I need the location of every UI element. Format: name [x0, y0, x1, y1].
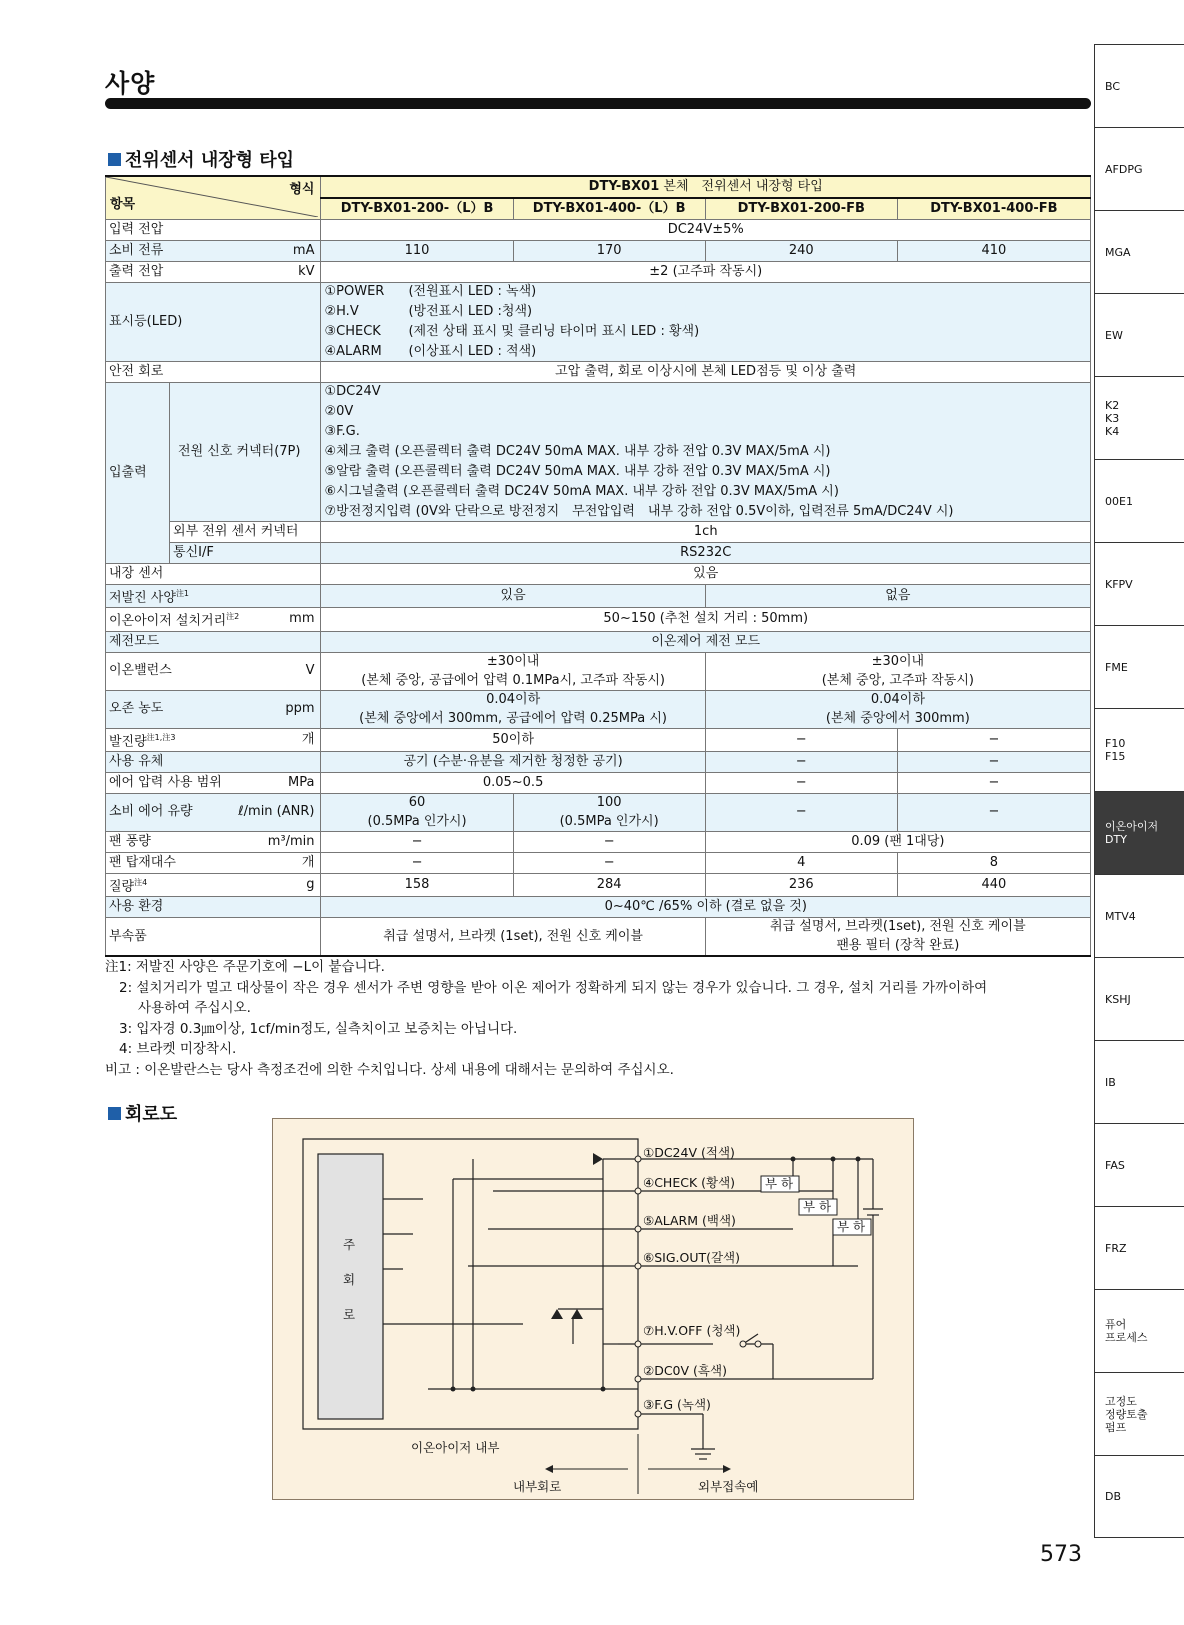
side-tab[interactable]: [1094, 1372, 1184, 1455]
table-row: 입출력 전원 신호 커넥터(7P) ①DC24V ②0V ③F.G. ④체크 출력 (오픈콜렉터 출력 DC24V 50mA MAX. 내부 강하 전압 0.3V MAX/5mA 시) ⑤알람 출력 (오픈콜렉터 출력 DC24V 50mA MAX. 내부 강하 전압 0.3V MAX/5mA 시) ⑥시그널출력 (오픈콜렉터 출력 DC24V 50mA MAX. 내부 강하 전압 0.3V MAX/5mA 시) ⑦방전정지입력 (0V와 단락으로 방전정지 무전압입력 내부 강하 전압 0.5V이하, 입력전류 5mA/DC24V 시): [106, 383, 1091, 522]
table-row: 발진량$^{注1,注3}$ 개 50이하 − −: [106, 728, 1091, 751]
side-tab[interactable]: [1094, 1040, 1184, 1123]
side-tab[interactable]: [1094, 1455, 1184, 1538]
notes: 注1: 저발진 사양은 주문기호에 −L이 붙습니다. 2: 설치거리가 멀고 대상물이 작은 경우 센서가 주변 영향을 받아 이온 제어가 정확하게 되지 않는 경우가 있습니다. 그 경우, 설치 거리를 가까이하여 사용하여 주십시오. 3: 입자경 0.3㎛이상, 1cf/min정도, 실측치이고 보증치는 아닙니다. 4: 브라켓 미장착시. 비고 : 이온발란스는 당사 측정조건에 의한 수치입니다. 상세 내용에 대해서는 문의하여 주십시오.: [105, 959, 988, 1078]
table-row: 제전모드 이온제어 제전 모드: [106, 631, 1091, 652]
side-tab[interactable]: [1094, 376, 1184, 459]
side-tab-label: EW: [1105, 328, 1123, 342]
spec-table: [105, 175, 1091, 957]
side-tab-label: 고정도 정량토출 펌프: [1105, 1394, 1148, 1434]
load-label: 부 하: [837, 1219, 866, 1234]
side-tab-label: FME: [1105, 660, 1128, 674]
pin-label: ⑦H.V.OFF (청색): [643, 1323, 741, 1338]
side-tab[interactable]: [1094, 625, 1184, 708]
side-tab-label: IB: [1105, 1075, 1116, 1089]
model-header: DTY-BX01-200-（L）B: [321, 198, 513, 220]
side-tab[interactable]: [1094, 874, 1184, 957]
side-tab-label: F10 F15: [1105, 737, 1126, 763]
table-row: 안전 회로 고압 출력, 회로 이상시에 본체 LED점등 및 이상 출력: [106, 362, 1091, 383]
side-tab-label: MGA: [1105, 245, 1131, 259]
square-bullet-icon: [108, 1107, 121, 1120]
table-row: 이온밸런스 V ±30이내 (본체 중앙, 공급에어 압력 0.1MPa시, 고주파 작동시) ±30이내 (본체 중앙, 고주파 작동시): [106, 652, 1091, 690]
main-circuit-char: 로: [343, 1307, 356, 1322]
side-tab-label: KSHJ: [1105, 992, 1131, 1006]
corner-cell: 항목 형식: [106, 176, 321, 220]
side-tab[interactable]: [1094, 1289, 1184, 1372]
side-tab-label: 퓨어 프로세스: [1105, 1318, 1148, 1344]
side-tab[interactable]: [1094, 1123, 1184, 1206]
table-row: 팬 탑재대수 개 − − 4 8: [106, 852, 1091, 873]
side-tab-label: FAS: [1105, 1158, 1125, 1172]
table-row: 오존 농도 ppm 0.04이하 (본체 중앙에서 300mm, 공급에어 압력 0.25MPa 시) 0.04이하 (본체 중앙에서 300mm): [106, 690, 1091, 728]
page-title: 사양: [105, 69, 156, 98]
side-tab-label: KFPV: [1105, 577, 1133, 591]
table-row: 외부 전위 센서 커넥터 1ch: [106, 522, 1091, 543]
side-tab[interactable]: [1094, 542, 1184, 625]
table-row: 에어 압력 사용 범위 MPa 0.05~0.5 − −: [106, 772, 1091, 793]
group-header: DTY-BX01 본체 전위센서 내장형 타입: [321, 176, 1091, 198]
table-row: 표시등(LED) ①POWER (전원표시 LED : 녹색) ②H.V (방전표시 LED :청색) ③CHECK (제전 상태 표시 및 클리닝 타이머 표시 LED : 황색) ④ALARM (이상표시 LED : 적색): [106, 283, 1091, 362]
side-tab[interactable]: [1094, 459, 1184, 542]
table-row: 소비 에어 유량 ℓ/min (ANR) 60 (0.5MPa 인가시) 100 (0.5MPa 인가시) − −: [106, 793, 1091, 831]
pin-label: ④CHECK (황색): [643, 1175, 736, 1190]
side-tab[interactable]: [1094, 791, 1184, 874]
table-row: 사용 환경 0~40℃ /65% 이하 (결로 없을 것): [106, 897, 1091, 918]
load-label: 부 하: [765, 1176, 794, 1191]
side-tab[interactable]: [1094, 708, 1184, 791]
side-tab[interactable]: [1094, 44, 1184, 127]
table-row: 내장 센서 있음: [106, 564, 1091, 585]
circuit-diagram: [272, 1118, 914, 1500]
section-heading-circuit: 회로도: [108, 1100, 177, 1126]
load-label: 부 하: [803, 1199, 832, 1214]
pin-label: ②DC0V (흑색): [643, 1363, 727, 1378]
page-number: 573: [1040, 1542, 1082, 1567]
side-tab[interactable]: [1094, 1206, 1184, 1289]
side-tab[interactable]: [1094, 293, 1184, 376]
table-row: 부속품 취급 설명서, 브라켓 (1set), 전원 신호 케이블 취급 설명서, 브라켓(1set), 전원 신호 케이블 팬용 필터 (장착 완료): [106, 918, 1091, 957]
title-bar: [105, 98, 1091, 109]
pin-label: ⑤ALARM (백색): [643, 1213, 736, 1228]
table-row: 소비 전류 mA 110 170 240 410: [106, 241, 1091, 262]
circuit-drawing: [273, 1119, 913, 1499]
side-tab[interactable]: [1094, 210, 1184, 293]
external-label: 외부접속예: [698, 1479, 759, 1494]
table-header-row: [106, 176, 1091, 198]
model-header: DTY-BX01-400-（L）B: [513, 198, 705, 220]
model-header: DTY-BX01-400-FB: [897, 198, 1090, 220]
table-row: 사용 유체 공기 (수분·유분을 제거한 청정한 공기) − −: [106, 751, 1091, 772]
side-tab-label: BC: [1105, 79, 1121, 93]
table-row: 저발진 사양$^{注1}$ 있음 없음: [106, 585, 1091, 608]
table-row: 질량$^{注4}$ g 158 284 236 440: [106, 873, 1091, 896]
side-tab-label: 00E1: [1105, 494, 1133, 508]
table-row: 이온아이저 설치거리$^{注2}$ mm 50~150 (추천 설치 거리 : 50mm): [106, 608, 1091, 631]
side-tabs: [1094, 44, 1184, 1538]
pin-label: ③F.G (녹색): [643, 1397, 711, 1412]
side-tab-label: FRZ: [1105, 1241, 1127, 1255]
table-row: 출력 전압 kV ±2 (고주파 작동시): [106, 262, 1091, 283]
internal-label: 내부회로: [513, 1479, 562, 1494]
inside-label: 이온아이저 내부: [411, 1440, 500, 1455]
main-circuit-char: 주: [343, 1237, 356, 1252]
square-bullet-icon: [108, 153, 121, 166]
table-row: 팬 풍량 m³/min − − 0.09 (팬 1대당): [106, 831, 1091, 852]
side-tab[interactable]: [1094, 127, 1184, 210]
table-row: 입력 전압 DC24V±5%: [106, 220, 1091, 241]
side-tab-label: MTV4: [1105, 909, 1136, 923]
side-tab-label: DB: [1105, 1490, 1122, 1503]
side-tab[interactable]: [1094, 957, 1184, 1040]
model-header: DTY-BX01-200-FB: [705, 198, 897, 220]
pin-label: ①DC24V (적색): [643, 1145, 735, 1160]
main-circuit-char: 회: [343, 1272, 356, 1287]
pin-label: ⑥SIG.OUT(갈색): [643, 1250, 741, 1265]
diagonal-line: [106, 177, 318, 217]
side-tab-label: 이온아이저 DTY: [1105, 820, 1159, 846]
side-tab-label: AFDPG: [1105, 162, 1143, 176]
table-row: 통신I/F RS232C: [106, 543, 1091, 564]
side-tab-label: K2 K3 K4: [1105, 398, 1120, 438]
section-heading-spec: 전위센서 내장형 타입: [108, 146, 294, 172]
